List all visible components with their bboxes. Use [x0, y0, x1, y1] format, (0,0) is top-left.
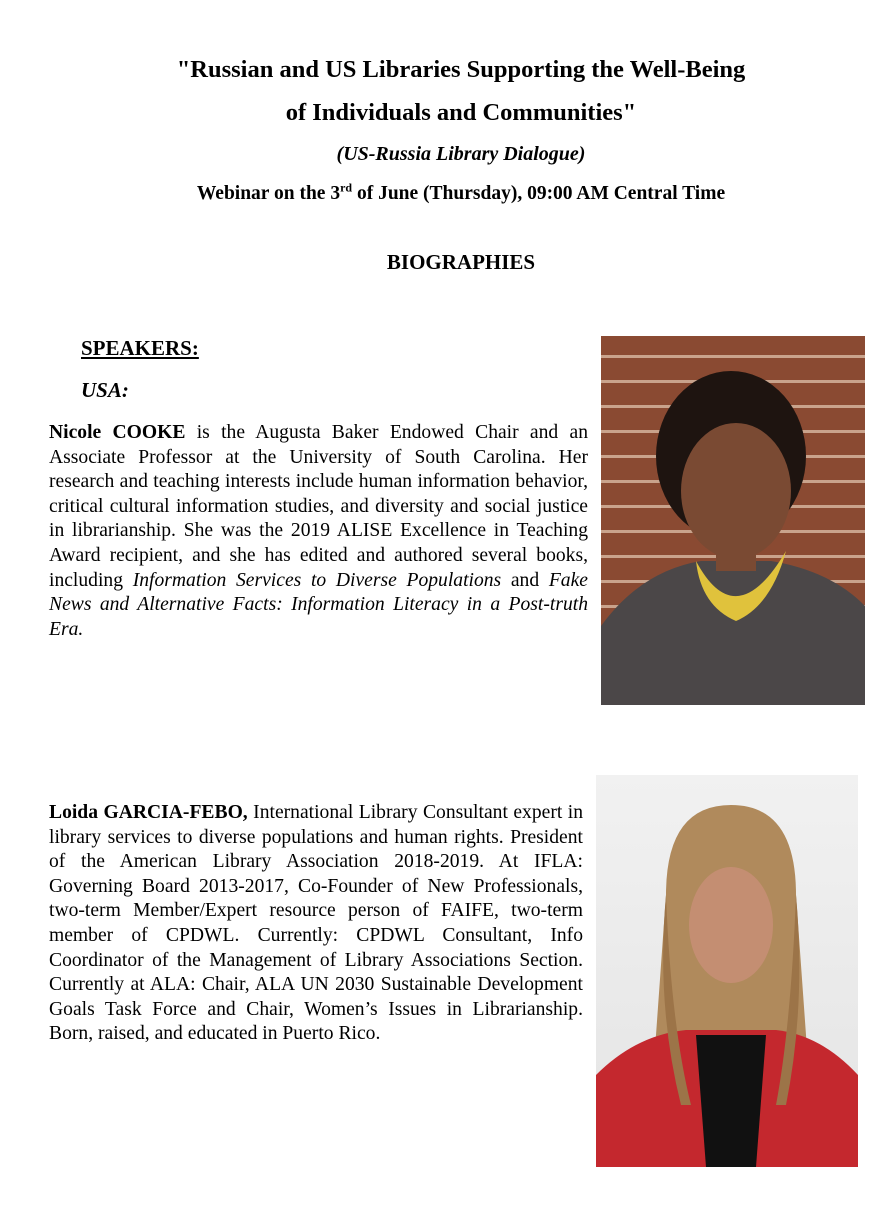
- book-title: Fake News and Alternative Facts: Information Literacy in a Post-truth Era.: [49, 569, 589, 640]
- title-line-1: "Russian and US Libraries Supporting the Well-Being: [176, 56, 746, 83]
- speaker-name: Loida GARCIA-FEBO,: [49, 802, 248, 823]
- webinar-sup: rd: [340, 180, 353, 195]
- bio-text: International Library Consultant expert in library services to diverse populations and human rights. President of the American Library Association 2018-2019. At IFLA: Governing Board 2013-2017, Co-Founder of New Professionals, two-term Member/Expert resource person of FAIFE, two-term member of CPDWL. Currently: CPDWL Consultant, Info Coordinator of the Management of Library Associations Section. Currently at ALA: Chair, ALA UN 2030 Sustainable Development Goals Task Force and Chair, Women’s Issues in Librarianship. Born, raised, and educated in Puerto Rico.: [49, 802, 584, 1045]
- bio-loida-garcia-febo: [49, 801, 583, 1047]
- subtitle: (US-Russia Library Dialogue): [336, 143, 586, 165]
- bio-text: is the Augusta Baker Endowed Chair and an Associate Professor at the University of South Carolina. Her research and teaching interests include human information behavior, critical cultural information studies, and diversity and social justice in librarianship. She was the 2019 ALISE Excellence in Teaching Award recipient, and she has edited and authored several books, including: [49, 422, 588, 591]
- portrait-image: [601, 336, 865, 705]
- speakers-heading: SPEAKERS:: [81, 336, 199, 360]
- webinar-text-rest: of June (Thursday), 09:00 AM Central Time: [352, 183, 726, 204]
- section-heading: BIOGRAPHIES: [386, 250, 536, 274]
- photo-loida-garcia-febo: [596, 775, 858, 1167]
- book-title: Information Services to Diverse Populations: [132, 569, 502, 591]
- portrait-image: [596, 775, 858, 1167]
- bio-nicole-cooke: [49, 421, 588, 642]
- photo-nicole-cooke: [601, 336, 865, 705]
- country-heading: USA:: [81, 378, 129, 402]
- webinar-text: Webinar on the 3: [196, 183, 341, 204]
- title-line-2: of Individuals and Communities": [285, 99, 637, 126]
- speaker-name: Nicole COOKE: [49, 422, 186, 443]
- webinar-line: [60, 180, 862, 205]
- bio-text: and: [501, 569, 549, 591]
